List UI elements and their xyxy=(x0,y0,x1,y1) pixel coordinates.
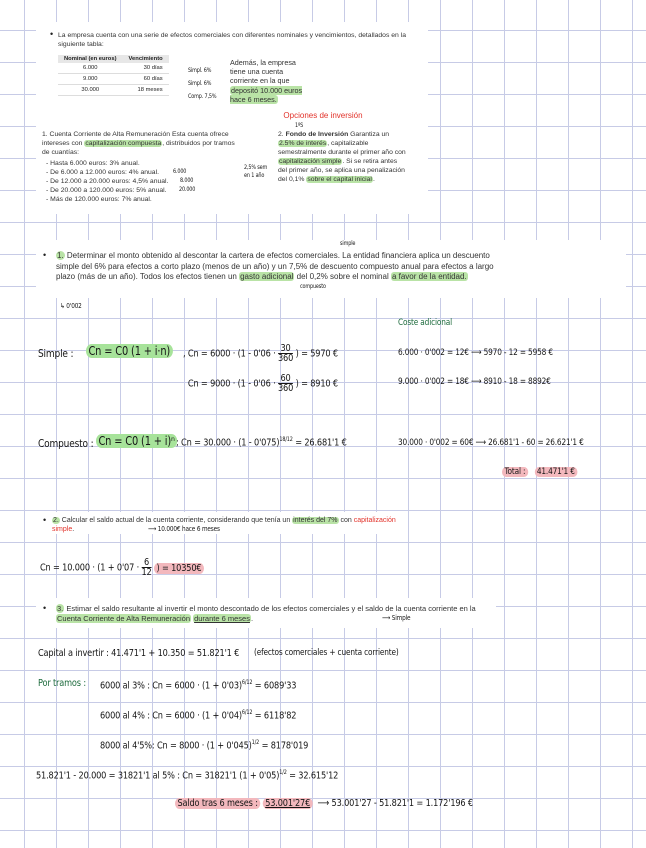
simple-formula: Cn = C0 (1 + i·n) xyxy=(86,344,173,358)
handwritten-note: Comp. 7,5% xyxy=(188,93,217,100)
handwritten-note: 8.000 xyxy=(180,177,194,184)
cuenta-corriente-calc: Cn = 10.000 · (1 + 0'07 · $\frac{6}{12}$ ) = 10350€ xyxy=(40,558,204,577)
handwritten-note: ↳ 0'002 xyxy=(60,302,82,310)
coste-calc-3: 30.000 · 0'002 = 60€ ⟶ 26.681'1 - 60 = 26.621'1 € xyxy=(398,438,584,448)
question-2-text: 2. Calcular el saldo actual de la cuenta corriente, considerando que tenía un interés del 7% con capitalización simple. xyxy=(52,517,396,533)
handwritten-note: Simpl. 6% xyxy=(188,80,212,87)
handwritten-note: 20.000 xyxy=(179,186,196,193)
total-row: Total : 41.471'1 € xyxy=(502,467,577,477)
capital-calc: Capital a invertir : 41.471'1 + 10.350 = 51.821'1 € xyxy=(38,648,240,659)
tramo-calc-3: 8000 al 4'5%: $Cn = 8000 \cdot (1 + 0'045)^{1/2} = 8178'019$ xyxy=(100,739,309,752)
compuesto-calc: ; Cn = 30.000 · (1 - 0'075)$^{18/12}$ = 26.681'1 € xyxy=(176,436,347,449)
option-2-text: 2. Fondo de Inversión Garantiza un 2.5% de interés, capitalizable semestralmente durante el primer año con capitalización simple. Si se retira antes del primer año, se aplica una penalización del 0,1% sobre el capital inicial. xyxy=(278,131,406,183)
coste-calc-1: 6.000 · 0'002 = 12€ ⟶ 5970 - 12 = 5958 € xyxy=(398,348,553,358)
coste-calc-2: 9.000 · 0'002 = 18€ ⟶ 8910 - 18 = 8892€ xyxy=(398,377,551,387)
bullet-icon: • xyxy=(43,250,47,260)
saldo-row: Saldo tras 6 meses : 53.001'27€ ⟶ 53.001'27 - 51.821'1 = 1.172'196 € xyxy=(175,798,473,809)
tramo-calc-2: 6000 al 4% : $Cn = 6000 \cdot (1 + 0'04)^{6/12} = 6118'82$ xyxy=(100,709,297,722)
intro-text: La empresa cuenta con una serie de efectos comerciales con diferentes nominales y vencimientos, detallados en la siguiente tabla: xyxy=(58,32,406,48)
simple-calc-2: Cn = 9000 · (1 - 0'06 · $\frac{60}{360}$ ) = 8910 € xyxy=(187,373,338,394)
tramos-list: - Hasta 6.000 euros: 3% anual. - De 6.000 a 12.000 euros: 4% anual. - De 12.000 a 20.000 euros: 4,5% anual. - De 20.000 a 120.000 euros: 5% anual. - Más de 120.000 euros: 7% anual. xyxy=(46,160,169,203)
handwritten-note: 2,5% sem en 1 año xyxy=(244,164,268,179)
account-text: Además, la empresa tiene una cuenta corriente en la que depositó 10.000 euros hace 6 meses. xyxy=(230,58,303,104)
coste-adicional-title: Coste adicional xyxy=(398,318,452,328)
table-row: 9.000 60 días xyxy=(58,74,169,85)
effects-table xyxy=(58,55,169,96)
question-1-text: 1. Determinar el monto obtenido al descontar la cartera de efectos comerciales. La entidad financiera aplica un descuento simple del 6% para efectos a corto plazo (menos de un año) y un 7,5% de descuento compuesto anual para efectos a largo plazo (más de un año). Todos los efectos tienen un gasto adicional del 0,2% sobre el nominal a favor de la entidad. xyxy=(56,251,494,281)
capital-note: (efectos comerciales + cuenta corriente) xyxy=(254,648,399,658)
bullet-icon: • xyxy=(50,29,54,39)
table-header: Nominal (en euros) xyxy=(58,55,123,63)
handwritten-note: 1ºS xyxy=(295,122,304,129)
handwritten-note: simple xyxy=(340,240,356,247)
handwritten-note: 6.000 xyxy=(173,168,187,175)
simple-calc-1: , Cn = 6000 · (1 - 0'06 · $\frac{30}{360}$ ) = 5970 € xyxy=(183,343,338,364)
table-header: Vencimiento xyxy=(123,55,169,63)
question-3-text: 3. Estimar el saldo resultante al invertir el monto descontado de los efectos comerciales y el saldo de la cuenta corriente en la Cuenta Corriente de Alta Remuneración durante 6 meses. xyxy=(57,604,476,623)
bullet-icon: • xyxy=(43,515,47,525)
bullet-icon: • xyxy=(43,603,47,613)
handwritten-note: compuesto xyxy=(300,283,326,290)
compuesto-formula: Cn = C0 (1 + i)ⁿ xyxy=(96,434,177,448)
handwritten-note: ⟶ Simple xyxy=(382,614,411,622)
simple-label: Simple : xyxy=(38,347,74,360)
tramo-calc-1: 6000 al 3% : $Cn = 6000 \cdot (1 + 0'03)^{6/12} = 6089'33$ xyxy=(100,679,297,692)
handwritten-note: ⟶ 10.000€ hace 6 meses xyxy=(148,525,220,533)
tramo-calc-4: 51.821'1 - 20.000 = 31821'1 al 5% : Cn = 31821'1 $(1 + 0'05)^{1/2} = 32.615'12$ xyxy=(36,769,339,782)
options-title: Opciones de inversión xyxy=(283,111,363,120)
table-row: 30.000 18 meses xyxy=(58,85,169,96)
tramos-label: Por tramos : xyxy=(38,678,86,689)
option-1-text: 1. Cuenta Corriente de Alta Remuneración Esta cuenta ofrece intereses con capitalización compuesta, distribuidos por tramos de cuantías: xyxy=(42,131,235,156)
table-row: 6.000 30 días xyxy=(58,63,169,74)
handwritten-note: Simpl. 6% xyxy=(188,67,212,74)
compuesto-label: Compuesto : xyxy=(38,437,94,450)
